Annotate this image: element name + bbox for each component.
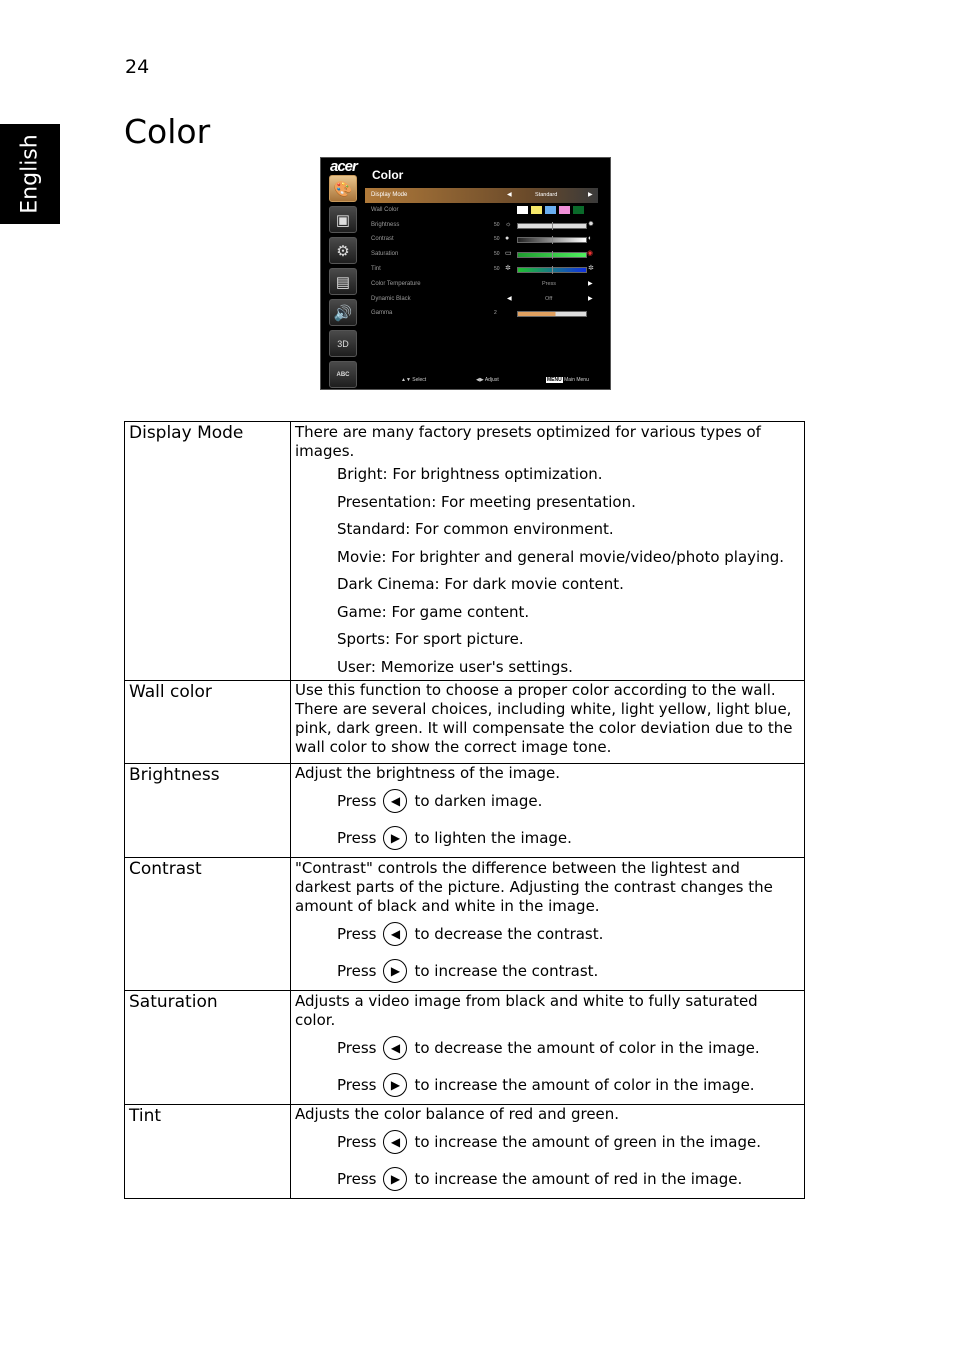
osd-footer-select: ▲▼ Select — [401, 377, 427, 383]
press-line — [295, 916, 800, 953]
osd-row-label: Dynamic Black — [371, 295, 411, 302]
term-brightness: Brightness — [125, 763, 291, 857]
sun-dim-icon: ☼ — [505, 220, 512, 228]
osd-row-label: Wall Color — [371, 206, 399, 213]
desc-wall-color: Use this function to choose a proper color according to the wall. There are several choices, including white, light yellow, light blue, pink, dark green. It will compensate the color deviation due to the wall color to show the correct image tone. — [291, 680, 805, 763]
press-action: to darken image. — [414, 791, 543, 810]
osd-menu — [365, 188, 598, 321]
osd-row-number: 50 — [494, 251, 500, 258]
display-mode-option: Bright: For brightness optimization. — [337, 465, 603, 483]
right-button-icon: ▶ — [383, 826, 407, 850]
term-tint: Tint — [125, 1104, 291, 1198]
osd-row-label: Tint — [371, 265, 381, 272]
color-settings-table — [124, 421, 805, 1199]
contrast-low-icon: ● — [505, 235, 510, 243]
palette-icon: 🎨 — [329, 175, 357, 202]
tint-red-icon: ✲ — [588, 264, 594, 272]
language-tab-label: English — [17, 134, 43, 214]
press-label: Press — [337, 791, 377, 810]
osd-row-number: 50 — [494, 221, 500, 228]
press-line — [295, 1161, 800, 1198]
desc-tint — [291, 1104, 805, 1198]
acer-logo: acer — [330, 158, 357, 175]
osd-row-saturation — [365, 247, 598, 262]
osd-row-wall-color — [365, 203, 598, 218]
table-row-saturation — [125, 990, 805, 1104]
press-action: to increase the contrast. — [414, 961, 599, 980]
osd-row-label: Saturation — [371, 251, 399, 258]
term-contrast: Contrast — [125, 857, 291, 990]
saturation-bar — [517, 252, 587, 258]
press-line — [295, 953, 800, 990]
osd-row-number: 2 — [494, 310, 497, 317]
display-mode-option: Movie: For brighter and general movie/video/photo playing. — [337, 547, 785, 566]
saturation-high-icon: ◉ — [587, 250, 594, 258]
table-row-contrast — [125, 857, 805, 990]
language-icon: ABC — [329, 361, 357, 388]
press-label: Press — [337, 1038, 377, 1057]
osd-row-gamma — [365, 306, 598, 321]
desc-contrast — [291, 857, 805, 990]
wall-swatch-blue — [545, 206, 556, 214]
contrast-high-icon: ◐ — [588, 235, 593, 243]
right-arrow-icon: ▶ — [588, 280, 593, 287]
left-arrow-icon: ◀ — [507, 295, 512, 302]
press-action: to lighten the image. — [414, 828, 572, 847]
contrast-intro: "Contrast" controls the difference between the lightest and darkest parts of the picture. Adjusting the contrast changes the amount of black and white in the image. — [295, 858, 773, 915]
press-action: to decrease the amount of color in the image. — [414, 1038, 760, 1057]
wall-swatch-green — [573, 206, 584, 214]
table-row-display-mode — [125, 422, 805, 681]
osd-row-number: 50 — [494, 265, 500, 272]
osd-row-brightness — [365, 218, 598, 233]
display-mode-option: Sports: For sport picture. — [337, 630, 524, 648]
osd-row-label: Brightness — [371, 221, 400, 228]
press-label: Press — [337, 924, 377, 943]
osd-row-dynamic-black — [365, 292, 598, 307]
osd-row-value: Off — [545, 295, 553, 302]
osd-screenshot — [320, 157, 611, 390]
press-label: Press — [337, 1132, 377, 1151]
display-mode-intro: There are many factory presets optimized for various types of images. — [295, 423, 761, 460]
press-action: to increase the amount of red in the image. — [414, 1169, 743, 1188]
projector-icon: ▤ — [329, 268, 357, 295]
press-line — [295, 1030, 800, 1067]
display-mode-option: Presentation: For meeting presentation. — [337, 492, 636, 511]
sun-bright-icon: ✹ — [588, 220, 594, 228]
press-line — [295, 783, 800, 820]
left-button-icon: ◀ — [383, 1036, 407, 1060]
desc-brightness — [291, 763, 805, 857]
press-action: to increase the amount of green in the image. — [414, 1132, 761, 1151]
display-mode-option: Game: For game content. — [337, 602, 530, 621]
osd-row-display-mode — [365, 188, 598, 203]
left-arrow-icon: ◀ — [507, 192, 512, 198]
tint-bar — [517, 267, 587, 273]
brightness-bar — [517, 223, 587, 229]
osd-row-label: Contrast — [371, 236, 394, 243]
desc-saturation — [291, 990, 805, 1104]
osd-title: Color — [372, 168, 404, 182]
table-row-brightness — [125, 763, 805, 857]
osd-row-label: Display Mode — [371, 192, 408, 198]
press-action: to increase the amount of color in the image. — [414, 1075, 755, 1094]
osd-row-number: 50 — [494, 236, 500, 243]
osd-sidebar — [329, 175, 357, 390]
gear-icon: ⚙ — [329, 237, 357, 264]
table-row-wall-color — [125, 680, 805, 763]
left-button-icon: ◀ — [383, 922, 407, 946]
press-label: Press — [337, 1075, 377, 1094]
left-button-icon: ◀ — [383, 1130, 407, 1154]
wall-swatch-pink — [559, 206, 570, 214]
left-button-icon: ◀ — [383, 789, 407, 813]
display-mode-option: User: Memorize user's settings. — [337, 657, 573, 676]
press-line — [295, 820, 800, 857]
osd-footer-adjust: ◀▶ Adjust — [476, 377, 499, 383]
table-row-tint — [125, 1104, 805, 1198]
desc-display-mode — [291, 422, 805, 681]
language-tab — [0, 124, 60, 224]
term-saturation: Saturation — [125, 990, 291, 1104]
speaker-icon: 🔊 — [329, 299, 357, 326]
image-icon: ▣ — [329, 206, 357, 233]
right-button-icon: ▶ — [383, 1073, 407, 1097]
display-mode-option: Standard: For common environment. — [337, 520, 614, 538]
wall-swatch-yellow — [531, 206, 542, 214]
osd-row-color-temperature — [365, 277, 598, 292]
right-arrow-icon: ▶ — [588, 192, 593, 198]
right-arrow-icon: ▶ — [588, 295, 593, 302]
osd-row-label: Gamma — [371, 310, 393, 317]
term-wall-color: Wall color — [125, 680, 291, 763]
contrast-bar — [517, 237, 587, 243]
osd-row-label: Color Temperature — [371, 280, 421, 287]
saturation-low-icon: ▭ — [505, 250, 512, 258]
gamma-bar — [517, 311, 587, 317]
display-mode-option: Dark Cinema: For dark movie content. — [337, 575, 624, 593]
page-number: 24 — [125, 56, 150, 78]
right-button-icon: ▶ — [383, 1167, 407, 1191]
tint-green-icon: ✲ — [505, 264, 511, 272]
osd-row-value: Standard — [535, 192, 558, 198]
wall-swatch-white — [517, 206, 528, 214]
term-display-mode: Display Mode — [125, 422, 291, 681]
tint-intro: Adjusts the color balance of red and green. — [295, 1104, 620, 1123]
press-action: to decrease the contrast. — [414, 924, 604, 943]
press-label: Press — [337, 961, 377, 980]
press-label: Press — [337, 828, 377, 847]
brightness-intro: Adjust the brightness of the image. — [295, 763, 561, 782]
osd-footer-main-menu: MENU Main Menu — [547, 377, 589, 383]
3d-icon: 3D — [329, 330, 357, 357]
press-label: Press — [337, 1169, 377, 1188]
osd-row-contrast — [365, 232, 598, 247]
press-line — [295, 1124, 800, 1161]
right-button-icon: ▶ — [383, 959, 407, 983]
page-title: Color — [124, 112, 211, 151]
press-line — [295, 1067, 800, 1104]
saturation-intro: Adjusts a video image from black and white to fully saturated color. — [295, 991, 758, 1029]
osd-row-value: Press — [542, 280, 557, 287]
osd-row-tint — [365, 262, 598, 277]
